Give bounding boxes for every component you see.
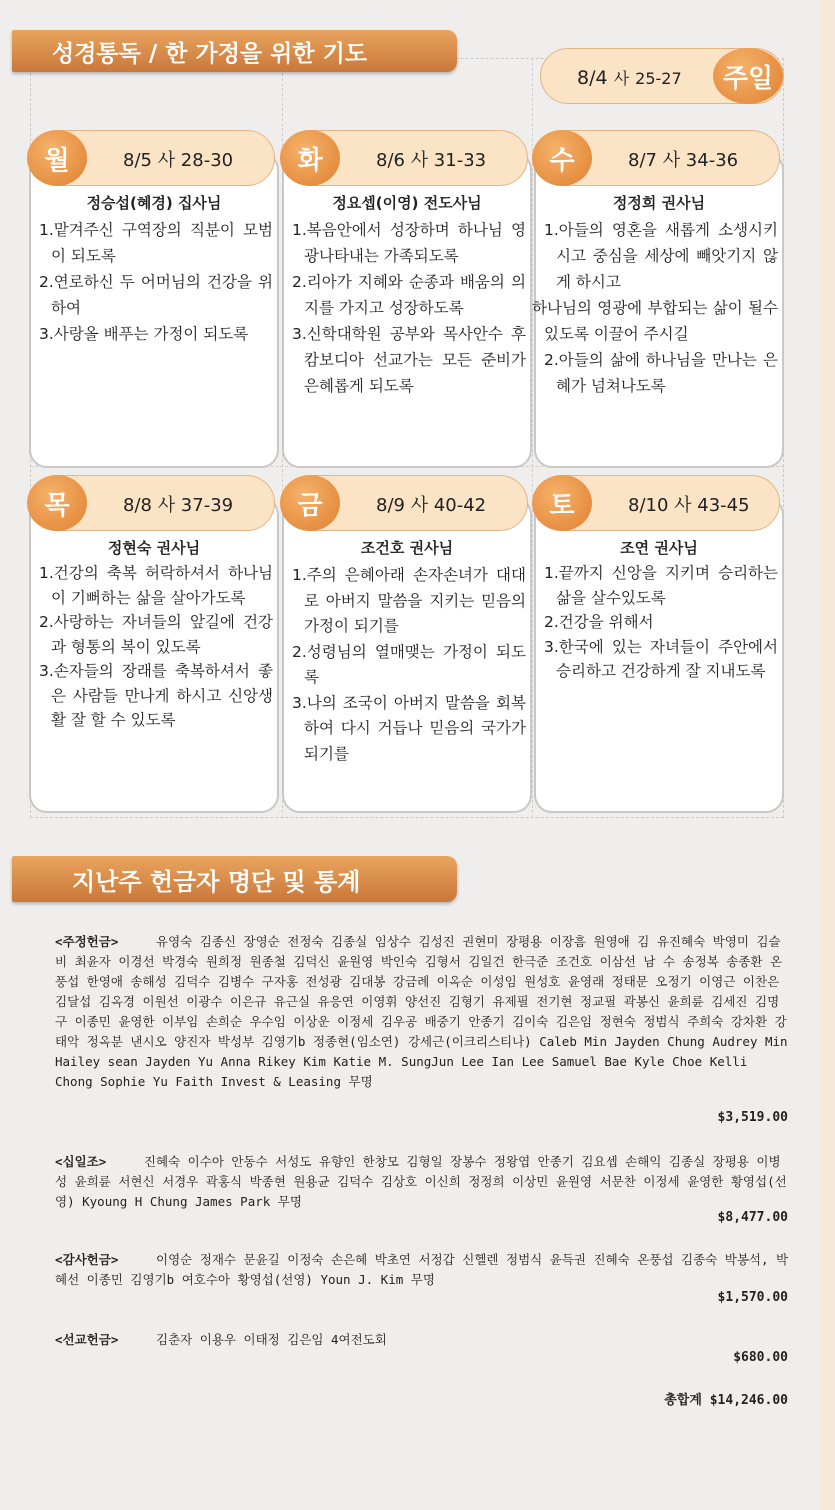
prayer-item: 1.주의 은혜아래 손자손녀가 대대로 아버지 말씀을 지키는 믿음의 가정이 되기를 bbox=[292, 566, 526, 635]
offering-label: <주정헌금> bbox=[55, 934, 119, 949]
prayer-name: 정요셉(이영) 전도사님 bbox=[332, 194, 482, 212]
prayer-item: 2.연로하신 두 어머님의 건강을 위하여 bbox=[39, 273, 273, 317]
offering-label: <감사헌금> bbox=[55, 1252, 119, 1267]
prayer-item: 1.맡겨주신 구역장의 직분이 모범이 되도록 bbox=[39, 221, 273, 265]
prayer-item: 1.끝까지 신앙을 지키며 승리하는 삶을 살수있도록 bbox=[544, 564, 778, 607]
sunday-badge: 주일 bbox=[713, 48, 783, 104]
section-title-text: 지난주 헌금자 명단 및 통계 bbox=[72, 867, 361, 896]
total-label: 총합계 bbox=[664, 1393, 702, 1408]
prayer-list bbox=[532, 217, 778, 399]
offering-label: <십일조> bbox=[55, 1154, 107, 1169]
day-card-mon bbox=[29, 130, 279, 410]
offering-names: 이영순 정재수 문윤길 이정숙 손은혜 박초연 서정갑 신헬렌 정범식 윤득권 진혜숙 온풍섭 김종숙 박봉석, 박혜선 이종민 김영기b 여호수아 황영섭(선영) Youn J. Kim 무명 bbox=[55, 1252, 789, 1287]
day-badge: 월 bbox=[27, 130, 87, 186]
offering-block-tithe bbox=[55, 1152, 790, 1212]
prayer-item: 하나님의 영광에 부합되는 삶이 될수 있도록 이끌어 주시길 bbox=[532, 299, 778, 343]
offering-names: 김춘자 이용우 이태정 김은임 4여전도회 bbox=[156, 1332, 387, 1347]
offering-block-mission bbox=[55, 1330, 790, 1350]
total-amount: $14,246.00 bbox=[709, 1393, 788, 1408]
right-edge-strip bbox=[820, 0, 835, 1510]
reading-ref: 8/7 사 34-36 bbox=[628, 150, 739, 171]
offering-block-weekly bbox=[55, 932, 790, 1092]
prayer-item: 3.나의 조국이 아버지 말씀을 회복하여 다시 거듭나 믿음의 국가가 되기를 bbox=[292, 693, 526, 763]
prayer-name: 조건호 권사님 bbox=[360, 539, 454, 557]
prayer-list bbox=[292, 217, 526, 399]
sunday-date: 8/4 bbox=[577, 67, 608, 89]
day-card-tue bbox=[282, 130, 532, 410]
section-title-text: 성경통독 / 한 가정을 위한 기도 bbox=[52, 40, 368, 67]
day-badge: 수 bbox=[532, 130, 592, 186]
offering-amount: $1,570.00 bbox=[717, 1290, 788, 1305]
prayer-item: 1.복음안에서 성장하며 하나님 영광나타내는 가족되도록 bbox=[292, 221, 526, 265]
prayer-item: 2.건강을 위해서 bbox=[544, 613, 654, 631]
prayer-item: 2.아들의 삶에 하나님을 만나는 은혜가 넘쳐나도록 bbox=[544, 351, 778, 395]
day-badge: 화 bbox=[280, 130, 340, 186]
offering-block-thanks bbox=[55, 1250, 790, 1290]
reading-ref: 8/5 사 28-30 bbox=[123, 150, 234, 171]
day-card-fri bbox=[282, 475, 532, 763]
section-title-bible-reading bbox=[12, 30, 457, 72]
sunday-ref bbox=[577, 66, 682, 89]
day-badge: 금 bbox=[280, 475, 340, 531]
total-line bbox=[560, 1389, 788, 1408]
reading-ref: 8/9 사 40-42 bbox=[376, 495, 487, 516]
prayer-name: 정현숙 권사님 bbox=[107, 539, 201, 557]
offering-amount: $680.00 bbox=[733, 1350, 788, 1365]
prayer-list bbox=[39, 217, 273, 347]
prayer-item: 3.손자들의 장래를 축복하셔서 좋은 사람들 만나게 하시고 신앙생활 잘 할 수 있도록 bbox=[39, 662, 273, 729]
prayer-item: 3.한국에 있는 자녀들이 주안에서 승리하고 건강하게 잘 지내도록 bbox=[544, 637, 778, 680]
day-card-thu bbox=[29, 475, 279, 755]
prayer-name: 정승섭(혜경) 집사님 bbox=[86, 194, 222, 212]
offering-names: 진혜숙 이수아 안동수 서성도 유향인 한창모 김형일 장봉수 정왕엽 안종기 김요셉 손해익 김종실 장평용 이병성 윤희륜 서현신 서경우 곽홍식 박종현 원용균 김덕수 김상호 이신희 정정희 이상민 윤원영 서문찬 이정세 윤영한 황영섭(선영) Kyoung H Chung James Park 무명 bbox=[55, 1154, 787, 1209]
day-card-wed bbox=[534, 130, 784, 410]
prayer-item: 2.리아가 지혜와 순종과 배움의 의지를 가지고 성장하도록 bbox=[292, 273, 526, 317]
prayer-item: 3.신학대학원 공부와 목사안수 후 캄보디아 선교가는 모든 준비가 은혜롭게 되도록 bbox=[292, 325, 526, 395]
day-card-sat bbox=[534, 475, 784, 755]
section-title-offerings bbox=[12, 856, 457, 902]
guide-line bbox=[532, 58, 533, 818]
reading-ref: 8/6 사 31-33 bbox=[376, 150, 487, 171]
prayer-list bbox=[39, 561, 273, 733]
prayer-item: 2.성령님의 열매맺는 가정이 되도록 bbox=[292, 642, 526, 686]
prayer-name: 조연 권사님 bbox=[620, 539, 698, 557]
offering-amount: $3,519.00 bbox=[717, 1110, 788, 1125]
prayer-item: 1.건강의 축복 허락하셔서 하나님이 기뻐하는 삶을 살아가도록 bbox=[39, 564, 273, 607]
reading-ref: 8/10 사 43-45 bbox=[628, 495, 750, 516]
sunday-chapters: 25-27 bbox=[635, 69, 682, 88]
prayer-list bbox=[544, 561, 778, 684]
offering-amount: $8,477.00 bbox=[717, 1210, 788, 1225]
prayer-item: 2.사랑하는 자녀들의 앞길에 건강과 형통의 복이 있도록 bbox=[39, 613, 273, 656]
prayer-item: 3.사랑올 배푸는 가정이 되도록 bbox=[39, 325, 249, 343]
offering-label: <선교헌금> bbox=[55, 1332, 119, 1347]
prayer-item: 1.아들의 영혼을 새롭게 소생시키시고 중심을 세상에 빼앗기지 않게 하시고 bbox=[544, 221, 778, 291]
sunday-book: 사 bbox=[613, 69, 630, 88]
day-badge: 토 bbox=[532, 475, 592, 531]
reading-ref: 8/8 사 37-39 bbox=[123, 495, 234, 516]
prayer-name: 정정희 권사님 bbox=[612, 194, 706, 212]
offering-names: 유영숙 김종신 장영순 전정숙 김종실 임상수 김성진 권현미 장평용 이장흠 원영애 김 유진혜숙 박영미 김슬비 최윤자 이경선 박경숙 원희정 원종철 김덕신 윤원영 박인숙 김형서 김일건 한극준 조건호 이삼선 남 수 송정복 송종환 온풍섭 한영애 송해성 김덕수 김병수 구자홍 전성광 김대봉 강금례 이옥순 이성임 원성호 윤영래 정태문 오정기 이영근 이찬은 김달섭 김옥경 이원선 이광수 이은규 유근실 유응연 이영휘 양선진 김형기 유제필 전기현 정교필 곽봉신 윤희륜 김세진 김명구 이종민 윤영한 이부임 손희순 우수임 이상운 이정세 김우공 배중기 안종기 김이숙 김은임 정현숙 정범식 주희숙 강차환 강태악 정옥분 낸시오 양진자 박성부 김영기b 정종현(임소연) 강세근(이크리스티나) Caleb Min Jayden Chung Audrey Min Hailey sean Jayden Yu Anna Rikey Kim Katie M. SungJun Lee Ian Lee Samuel Bae Kyle Choe Kelli Chong Sophie Yu Faith Invest & Leasing 무명 bbox=[55, 934, 788, 1089]
day-badge: 목 bbox=[27, 475, 87, 531]
prayer-list bbox=[292, 563, 526, 767]
